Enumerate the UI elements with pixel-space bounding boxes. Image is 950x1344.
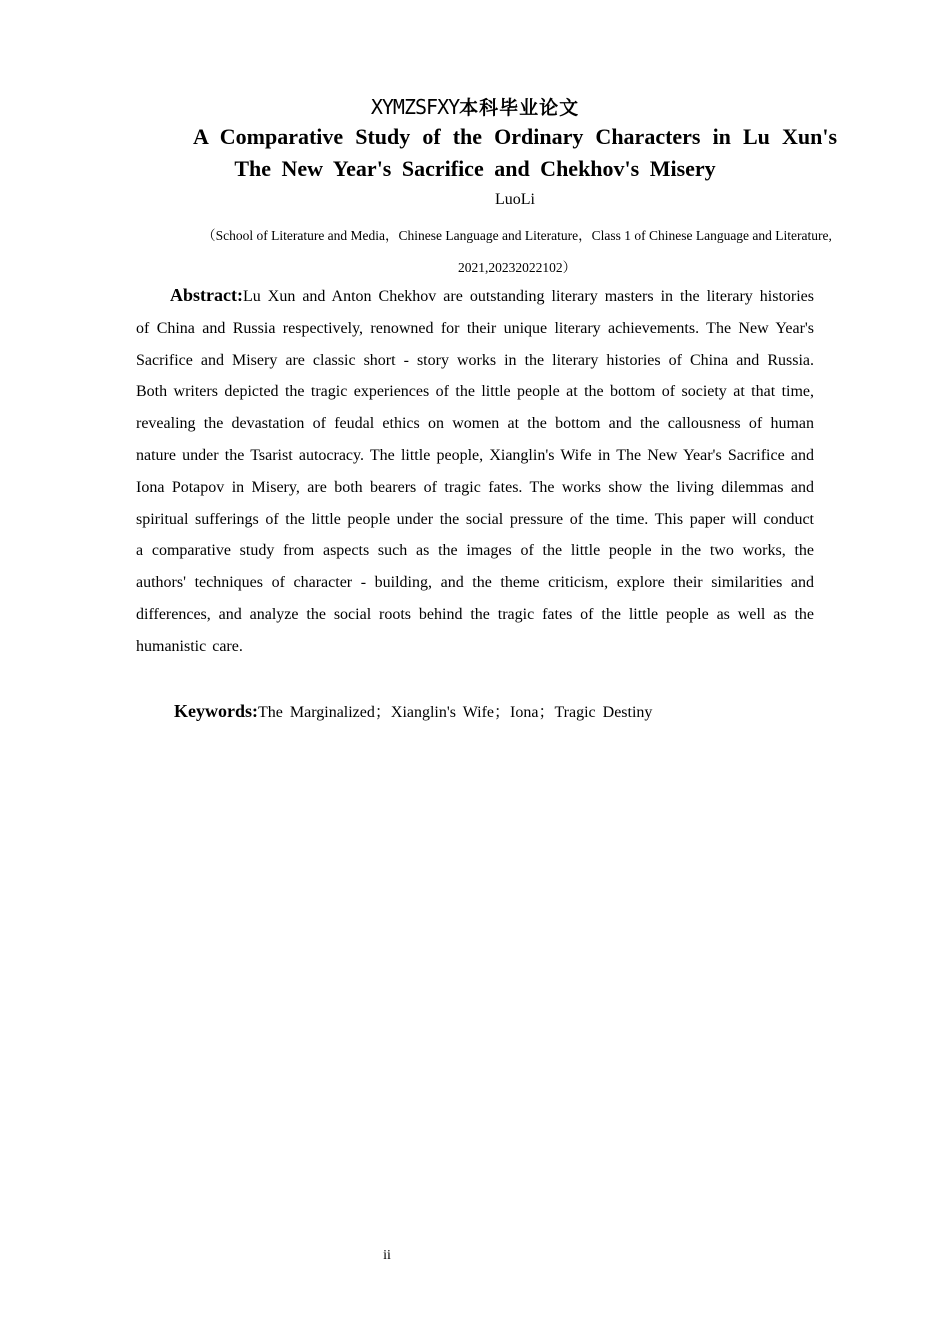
- keywords-label: Keywords:: [174, 701, 258, 721]
- thesis-header: [0, 92, 950, 123]
- paper-title: [193, 121, 837, 185]
- paper-title-line-2: The New Year's Sacrifice and Chekhov's Misery: [234, 156, 716, 181]
- author-affiliation: [182, 220, 852, 284]
- keywords-text: The Marginalized；Xianglin's Wife；Iona；Tragic Destiny: [258, 704, 653, 721]
- abstract-text: Lu Xun and Anton Chekhov are outstanding literary masters in the literary histories of China and Russia respectively, renowned for their unique literary achievements. The New Year's Sacrifice and Misery are classic short - story works in the literary histories of China and Russia. Both writers depicted the tragic experiences of the little people at the bottom of society at that time, revealing the devastation of feudal ethics on women at the bottom and the callousness of human nature under the Tsarist autocracy. The little people, Xianglin's Wife in The New Year's Sacrifice and Iona Potapov in Misery, are both bearers of tragic fates. The works show the living dilemmas and spiritual sufferings of the little people under the social pressure of the time. This paper will conduct a comparative study from aspects such as the images of the little people in the two works, the authors' techniques of character - building, and the theme criticism, explore their similarities and differences, and analyze the social roots behind the tragic fates of the little people as well as the humanistic care.: [136, 288, 814, 655]
- affiliation-line-1: （School of Literature and Media，Chinese Language and Literature，Class 1 of Chinese Language and Literature,: [202, 228, 832, 243]
- page-number: ii: [383, 1248, 391, 1263]
- abstract-section: [136, 280, 814, 663]
- author-name: LuoLi: [495, 191, 535, 208]
- affiliation-line-2: 2021,20232022102）: [457, 260, 577, 275]
- abstract-label: Abstract:: [170, 285, 243, 305]
- header-school-code: XYMZSFXY: [370, 95, 460, 119]
- header-thesis-type: 本科毕业论文: [459, 97, 580, 119]
- keywords-section: [174, 695, 814, 729]
- paper-title-line-1: A Comparative Study of the Ordinary Characters in Lu Xun's: [193, 124, 837, 149]
